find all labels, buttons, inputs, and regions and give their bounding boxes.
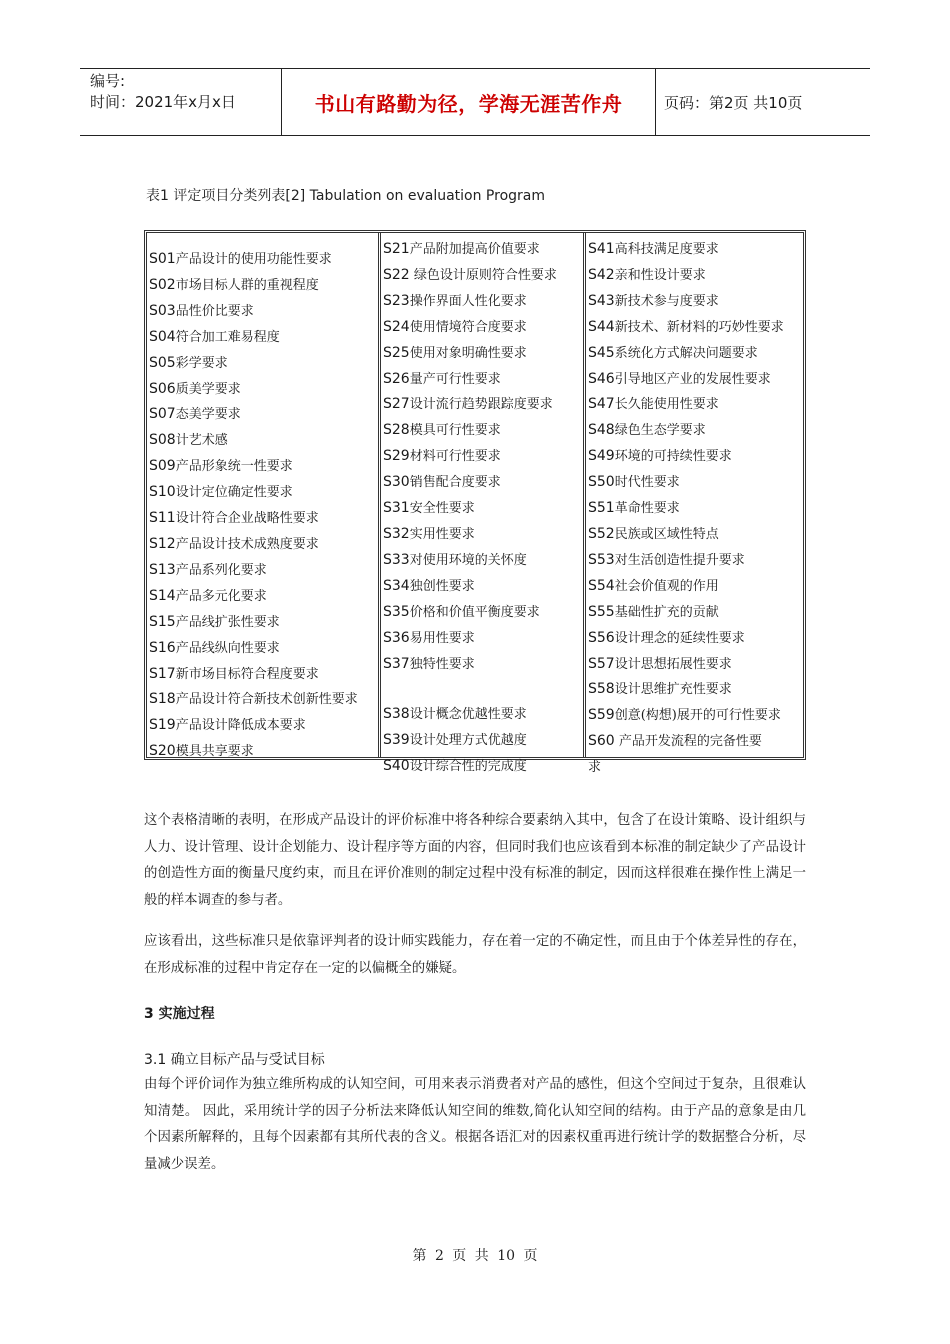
item-text: 产品形象统一性要求	[175, 459, 293, 475]
item-code: S35	[383, 603, 410, 620]
item-code: S42	[588, 266, 615, 283]
table-cell	[588, 444, 803, 470]
item-code: S31	[383, 500, 410, 517]
table-cell	[383, 367, 583, 393]
item-code: S05	[149, 354, 176, 371]
item-code: S36	[383, 629, 410, 646]
item-code: S23	[383, 292, 410, 309]
item-code: S39	[383, 732, 410, 749]
table-cell	[383, 341, 583, 367]
item-code: S01	[149, 251, 176, 267]
item-text: 独创性要求	[409, 578, 475, 594]
table-cell	[588, 703, 803, 729]
item-code: S18	[149, 691, 176, 708]
item-text: 易用性要求	[409, 630, 475, 646]
table-cell	[149, 299, 378, 325]
item-text: 材料可行性要求	[409, 449, 501, 465]
table-cell	[588, 522, 803, 548]
item-text: 设计思维扩充性要求	[614, 682, 732, 698]
table-cell	[383, 728, 583, 754]
table-cell	[588, 237, 803, 263]
table-cell	[149, 687, 378, 713]
item-code: S25	[383, 344, 410, 361]
paragraph-table-summary: 这个表格清晰的表明，在形成产品设计的评价标准中将各种综合要素纳入其中，包含了在设计策略、设计组织与人力、设计管理、设计企划能力、设计程序等方面的内容，但同时我们也应该看到本标准的制定缺少了产品设计的创造性方面的衡量尺度约束，而且在评价准则的制定过程中没有标准的制定，因而这样很难在操作性上满足一般的样本调查的参与者。	[144, 813, 806, 908]
item-code: S52	[588, 525, 615, 542]
item-text: 设计思想拓展性要求	[614, 656, 732, 672]
item-text: 量产可行性要求	[409, 371, 501, 387]
table-cell	[149, 273, 378, 299]
item-text: 模具共享要求	[175, 744, 254, 760]
item-text: 价格和价值平衡度要求	[409, 604, 540, 620]
table-cell	[588, 548, 803, 574]
table-cell	[383, 702, 583, 728]
table-cell	[383, 418, 583, 444]
header-meta	[80, 69, 282, 135]
item-text: 独特性要求	[409, 656, 475, 672]
table-cell	[149, 636, 378, 662]
table-cell	[149, 247, 378, 273]
item-code: S27	[383, 396, 410, 413]
item-text: 民族或区域性特点	[614, 526, 719, 542]
item-code: S33	[383, 551, 410, 568]
item-code: S49	[588, 448, 615, 465]
item-code: S15	[149, 613, 176, 630]
table-cell	[383, 263, 583, 289]
item-text: 对使用环境的关怀度	[409, 552, 527, 568]
table-cell	[383, 496, 583, 522]
item-code: S53	[588, 551, 615, 568]
item-text: 产品设计的使用功能性要求	[175, 252, 332, 267]
item-text: 设计概念优越性要求	[409, 707, 527, 723]
table-cell	[588, 496, 803, 522]
item-code: S47	[588, 396, 615, 413]
item-code: S12	[149, 535, 176, 552]
item-text: 基础性扩充的贡献	[614, 604, 719, 620]
item-text: 产品系列化要求	[175, 562, 267, 578]
item-text: 新技术、新材料的巧妙性要求	[614, 319, 784, 335]
table-column-3	[586, 233, 803, 776]
item-text: 设计综合性的完成度	[409, 759, 527, 775]
item-text: 设计处理方式优越度	[409, 733, 527, 749]
item-text: 态美学要求	[175, 407, 241, 423]
item-text: 产品设计降低成本要求	[175, 718, 306, 734]
item-code: S50	[588, 474, 615, 491]
item-text: 质美学要求	[175, 381, 241, 397]
item-text: 长久能使用性要求	[614, 397, 719, 413]
table-cell	[149, 402, 378, 428]
item-code: S30	[383, 474, 410, 491]
item-code: S22	[383, 266, 410, 283]
item-text: 销售配合度要求	[409, 475, 501, 491]
item-text: 社会价值观的作用	[614, 578, 719, 594]
doc-number-label: 编号:	[90, 72, 126, 90]
page-header	[80, 68, 870, 136]
item-text: 产品设计符合新技术创新性要求	[175, 692, 358, 708]
item-text: 产品线纵向性要求	[175, 640, 280, 656]
table-cell	[383, 289, 583, 315]
table-cell	[149, 480, 378, 506]
item-text: 品性价比要求	[175, 303, 254, 319]
table-cell	[588, 600, 803, 626]
item-code: S56	[588, 629, 615, 646]
item-text: 对生活创造性提升要求	[614, 552, 745, 568]
item-text: 新市场目标符合程度要求	[175, 666, 319, 682]
table-cell	[149, 428, 378, 454]
table-cell	[149, 506, 378, 532]
table-column-2	[381, 233, 586, 775]
item-text: 系统化方式解决问题要求	[614, 345, 758, 361]
doc-time-label: 时间：2021年x月x日	[90, 93, 236, 111]
item-text: 设计流行趋势跟踪度要求	[409, 397, 553, 413]
header-motto: 书山有路勤为径，学海无涯苦作舟	[282, 69, 656, 135]
item-code: S03	[149, 302, 176, 319]
item-text: 计艺术感	[175, 433, 228, 449]
item-text: 彩学要求	[175, 355, 228, 371]
table-cell	[383, 574, 583, 600]
table-cell	[383, 626, 583, 652]
table-cell	[588, 263, 803, 289]
table-cell	[383, 315, 583, 341]
table-cell	[588, 729, 803, 755]
item-code: S29	[383, 448, 410, 465]
item-text: 操作界面人性化要求	[409, 293, 527, 309]
item-code: S28	[383, 422, 410, 439]
item-text: 创意(构想)展开的可行性要求	[614, 708, 781, 724]
header-page-label: 页码：第2页 共10页	[664, 93, 803, 112]
item-code: S08	[149, 432, 176, 449]
paragraph-standards-note: 应该看出，这些标准只是依靠评判者的设计师实践能力，存在着一定的不确定性，而且由于个体差异性的存在，在形成标准的过程中肯定存在一定的以偏概全的嫌疑。	[144, 934, 806, 976]
table-cell	[383, 470, 583, 496]
table-cell	[383, 392, 583, 418]
item-code: S16	[149, 639, 176, 656]
item-code: S43	[588, 292, 615, 309]
item-code: S17	[149, 665, 176, 682]
table-cell	[588, 574, 803, 600]
item-code: S59	[588, 707, 615, 724]
item-code: S60	[588, 733, 615, 750]
item-text: 亲和性设计要求	[614, 267, 706, 283]
table-cell	[149, 739, 378, 765]
table-cell	[588, 418, 803, 444]
table-cell	[149, 662, 378, 688]
table-caption: 表1 评定项目分类列表[2] Tabulation on evaluation Program	[146, 188, 545, 204]
item-text: 产品设计技术成熟度要求	[175, 536, 319, 552]
item-text: 产品线扩张性要求	[175, 614, 280, 630]
section-heading: 3 实施过程	[144, 1006, 215, 1022]
table-cell	[383, 522, 583, 548]
item-code: S26	[383, 370, 410, 387]
item-code: S07	[149, 406, 176, 423]
table-cell	[149, 377, 378, 403]
item-code: S14	[149, 587, 176, 604]
item-text: 安全性要求	[409, 501, 475, 517]
table-spacer	[383, 677, 583, 702]
item-text: 使用情境符合度要求	[409, 319, 527, 335]
item-code: S45	[588, 344, 615, 361]
item-text: 实用性要求	[409, 526, 475, 542]
table-cell	[149, 713, 378, 739]
item-code: S24	[383, 318, 410, 335]
paragraph-method: 由每个评价词作为独立维所构成的认知空间，可用来表示消费者对产品的感性，但这个空间过于复杂，且很难认知清楚。 因此，采用统计学的因子分析法来降低认知空间的维数,简化认知空间的结构。由于产品的意象是由几个因素所解释的，且每个因素都有其所代表的含义。根据各语汇对的因素权重再进行统计学的数据整合分析，尽量减少误差。	[144, 1077, 806, 1172]
item-code: S11	[149, 510, 176, 527]
table-cell	[588, 341, 803, 367]
item-code: S34	[383, 577, 410, 594]
item-text: 产品开发流程的完备性要	[614, 734, 762, 750]
table-cell	[149, 584, 378, 610]
item-code: S51	[588, 500, 615, 517]
item-code: S10	[149, 484, 176, 501]
table-cell	[383, 444, 583, 470]
table-cell	[383, 652, 583, 678]
item-text: 新技术参与度要求	[614, 293, 719, 309]
item-code: S02	[149, 276, 176, 293]
table-cell-wrap: 求	[588, 760, 602, 776]
table-cell	[588, 626, 803, 652]
item-text: 设计理念的延续性要求	[614, 630, 745, 646]
item-code: S38	[383, 706, 410, 723]
item-code: S06	[149, 380, 176, 397]
table-cell	[383, 754, 583, 780]
item-text: 模具可行性要求	[409, 423, 501, 439]
subsection-heading: 3.1 确立目标产品与受试目标	[144, 1052, 325, 1068]
item-text: 高科技满足度要求	[614, 242, 719, 257]
item-code: S37	[383, 655, 410, 672]
table-cell	[149, 610, 378, 636]
table-cell	[149, 558, 378, 584]
item-text: 革命性要求	[614, 501, 680, 517]
item-code: S58	[588, 681, 615, 698]
item-text: 绿色设计原则符合性要求	[409, 267, 557, 283]
item-code: S44	[588, 318, 615, 335]
table-cell	[149, 325, 378, 351]
item-code: S46	[588, 370, 615, 387]
table-cell	[149, 454, 378, 480]
table-cell	[383, 237, 583, 263]
item-text: 符合加工难易程度	[175, 329, 280, 345]
item-text: 设计定位确定性要求	[175, 485, 293, 501]
table-cell	[588, 367, 803, 393]
table-cell	[588, 392, 803, 418]
evaluation-table	[144, 230, 806, 776]
item-text: 绿色生态学要求	[614, 423, 706, 439]
table-cell	[149, 532, 378, 558]
item-text: 市场目标人群的重视程度	[175, 277, 319, 293]
item-code: S13	[149, 561, 176, 578]
table-cell	[588, 652, 803, 678]
table-cell	[149, 351, 378, 377]
table-cell	[588, 470, 803, 496]
table-cell	[588, 289, 803, 315]
table-cell	[588, 677, 803, 703]
table-column-1	[147, 233, 381, 760]
page-footer: 第 2 页 共 10 页	[412, 1248, 538, 1264]
item-text: 环境的可持续性要求	[614, 449, 732, 465]
item-code: S54	[588, 577, 615, 594]
item-text: 产品多元化要求	[175, 588, 267, 604]
item-code: S32	[383, 525, 410, 542]
item-code: S57	[588, 655, 615, 672]
item-text: 引导地区产业的发展性要求	[614, 371, 771, 387]
item-code: S20	[149, 743, 176, 760]
item-text: 时代性要求	[614, 475, 680, 491]
item-text: 使用对象明确性要求	[409, 345, 527, 361]
item-text: 设计符合企业战略性要求	[175, 511, 319, 527]
table-cell	[383, 548, 583, 574]
table-cell	[383, 600, 583, 626]
table-cell	[588, 315, 803, 341]
item-code: S04	[149, 328, 176, 345]
item-code: S09	[149, 458, 176, 475]
item-code: S48	[588, 422, 615, 439]
item-code: S41	[588, 241, 615, 257]
item-code: S19	[149, 717, 176, 734]
item-text: 产品附加提高价值要求	[409, 242, 540, 257]
item-code: S21	[383, 241, 410, 257]
item-code: S55	[588, 603, 615, 620]
item-code: S40	[383, 758, 410, 775]
